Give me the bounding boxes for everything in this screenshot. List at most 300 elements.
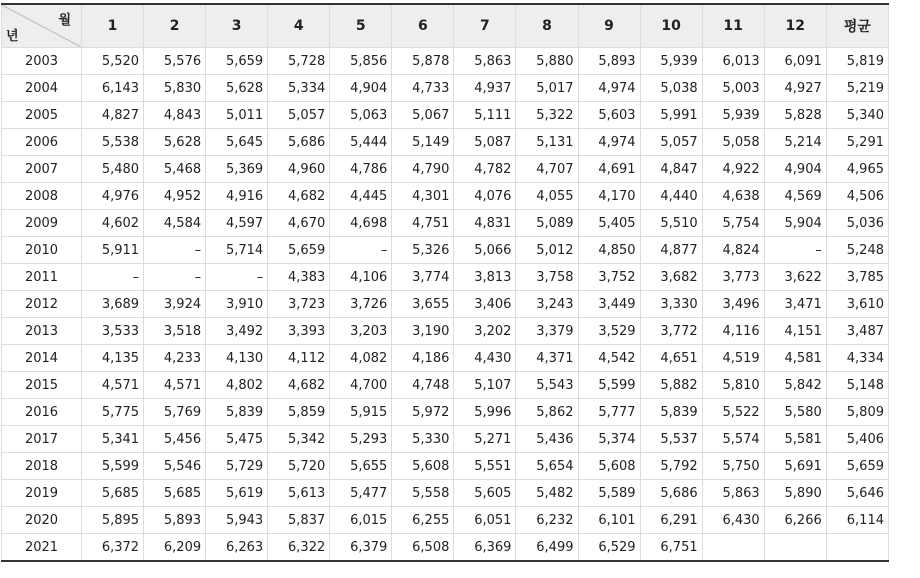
value-cell: 5,038: [640, 75, 702, 102]
year-cell: 2017: [2, 426, 82, 453]
average-cell: 3,487: [826, 318, 888, 345]
value-cell: 5,011: [206, 102, 268, 129]
value-cell: 5,436: [516, 426, 578, 453]
value-cell: 5,608: [392, 453, 454, 480]
value-cell: 3,518: [144, 318, 206, 345]
value-cell: 6,051: [454, 507, 516, 534]
month-header: 4: [268, 4, 330, 48]
header-row: [2, 4, 889, 48]
value-cell: 5,991: [640, 102, 702, 129]
value-cell: 5,728: [268, 48, 330, 75]
year-cell: 2011: [2, 264, 82, 291]
value-cell: 6,013: [702, 48, 764, 75]
value-cell: 4,847: [640, 156, 702, 183]
table-row: [2, 102, 889, 129]
value-cell: 5,729: [206, 453, 268, 480]
value-cell: 3,243: [516, 291, 578, 318]
value-cell: 4,581: [764, 345, 826, 372]
value-cell: 5,890: [764, 480, 826, 507]
average-cell: 3,610: [826, 291, 888, 318]
table-row: [2, 318, 889, 345]
table-row: [2, 210, 889, 237]
table-row: [2, 156, 889, 183]
value-cell: 4,440: [640, 183, 702, 210]
average-cell: 5,219: [826, 75, 888, 102]
value-cell: 4,904: [764, 156, 826, 183]
value-cell: 5,551: [454, 453, 516, 480]
value-cell: 6,266: [764, 507, 826, 534]
value-cell: 4,076: [454, 183, 516, 210]
value-cell: 5,589: [578, 480, 640, 507]
value-cell: 5,468: [144, 156, 206, 183]
value-cell: 5,580: [764, 399, 826, 426]
value-cell: 4,106: [330, 264, 392, 291]
value-cell: 4,569: [764, 183, 826, 210]
value-cell: 5,613: [268, 480, 330, 507]
value-cell: 5,111: [454, 102, 516, 129]
value-cell: 4,691: [578, 156, 640, 183]
value-cell: 5,943: [206, 507, 268, 534]
value-cell: 5,939: [702, 102, 764, 129]
value-cell: 5,537: [640, 426, 702, 453]
value-cell: 6,232: [516, 507, 578, 534]
average-cell: 5,819: [826, 48, 888, 75]
value-cell: 5,628: [144, 129, 206, 156]
value-cell: 5,859: [268, 399, 330, 426]
value-cell: 4,383: [268, 264, 330, 291]
value-cell: 5,012: [516, 237, 578, 264]
value-cell: 4,904: [330, 75, 392, 102]
value-cell: 5,685: [82, 480, 144, 507]
month-header: 8: [516, 4, 578, 48]
value-cell: 4,542: [578, 345, 640, 372]
value-cell: 5,830: [144, 75, 206, 102]
value-cell: 3,406: [454, 291, 516, 318]
value-cell: 5,856: [330, 48, 392, 75]
value-cell: 4,135: [82, 345, 144, 372]
value-cell: 4,112: [268, 345, 330, 372]
value-cell: 3,752: [578, 264, 640, 291]
value-cell: 4,682: [268, 183, 330, 210]
value-cell: 5,750: [702, 453, 764, 480]
month-header: 1: [82, 4, 144, 48]
value-cell: 5,271: [454, 426, 516, 453]
value-cell: 4,960: [268, 156, 330, 183]
value-cell: 4,301: [392, 183, 454, 210]
value-cell: 5,911: [82, 237, 144, 264]
value-cell: 3,772: [640, 318, 702, 345]
value-cell: 4,831: [454, 210, 516, 237]
corner-header: [2, 4, 82, 48]
value-cell: 3,910: [206, 291, 268, 318]
value-cell: 5,334: [268, 75, 330, 102]
value-cell: –: [144, 264, 206, 291]
value-cell: 4,733: [392, 75, 454, 102]
value-cell: 6,372: [82, 534, 144, 562]
value-cell: 5,546: [144, 453, 206, 480]
value-cell: 5,895: [82, 507, 144, 534]
value-cell: 3,529: [578, 318, 640, 345]
value-cell: 5,659: [268, 237, 330, 264]
value-cell: 4,130: [206, 345, 268, 372]
year-cell: 2015: [2, 372, 82, 399]
month-header: 7: [454, 4, 516, 48]
value-cell: 6,143: [82, 75, 144, 102]
year-cell: 2007: [2, 156, 82, 183]
average-cell: 4,965: [826, 156, 888, 183]
data-table-container: [1, 3, 889, 562]
value-cell: 4,151: [764, 318, 826, 345]
value-cell: 5,063: [330, 102, 392, 129]
value-cell: 5,293: [330, 426, 392, 453]
value-cell: 5,444: [330, 129, 392, 156]
value-cell: 5,057: [268, 102, 330, 129]
value-cell: 5,538: [82, 129, 144, 156]
month-header: 3: [206, 4, 268, 48]
value-cell: 5,645: [206, 129, 268, 156]
value-cell: 6,101: [578, 507, 640, 534]
average-cell: 5,646: [826, 480, 888, 507]
value-cell: 3,682: [640, 264, 702, 291]
value-cell: 5,863: [702, 480, 764, 507]
value-cell: 4,597: [206, 210, 268, 237]
average-header: 평균: [826, 4, 888, 48]
value-cell: 4,927: [764, 75, 826, 102]
value-cell: 5,839: [206, 399, 268, 426]
value-cell: 4,186: [392, 345, 454, 372]
value-cell: 5,149: [392, 129, 454, 156]
value-cell: 6,508: [392, 534, 454, 562]
value-cell: 6,091: [764, 48, 826, 75]
value-cell: 4,877: [640, 237, 702, 264]
value-cell: 5,686: [268, 129, 330, 156]
value-cell: 6,322: [268, 534, 330, 562]
value-cell: 5,574: [702, 426, 764, 453]
value-cell: 5,882: [640, 372, 702, 399]
value-cell: 3,655: [392, 291, 454, 318]
value-cell: 4,682: [268, 372, 330, 399]
value-cell: 4,602: [82, 210, 144, 237]
value-cell: [702, 534, 764, 562]
value-cell: 5,543: [516, 372, 578, 399]
month-header: 2: [144, 4, 206, 48]
value-cell: 3,393: [268, 318, 330, 345]
year-cell: 2020: [2, 507, 82, 534]
value-cell: 5,475: [206, 426, 268, 453]
average-cell: 4,506: [826, 183, 888, 210]
value-cell: 5,089: [516, 210, 578, 237]
value-cell: 5,619: [206, 480, 268, 507]
value-cell: 4,430: [454, 345, 516, 372]
year-cell: 2006: [2, 129, 82, 156]
year-cell: 2021: [2, 534, 82, 562]
table-row: [2, 480, 889, 507]
monthly-year-table: [1, 3, 889, 562]
value-cell: 5,904: [764, 210, 826, 237]
year-cell: 2013: [2, 318, 82, 345]
value-cell: 3,492: [206, 318, 268, 345]
value-cell: 3,379: [516, 318, 578, 345]
value-cell: 5,510: [640, 210, 702, 237]
value-cell: 4,670: [268, 210, 330, 237]
value-cell: 5,131: [516, 129, 578, 156]
value-cell: 5,326: [392, 237, 454, 264]
average-cell: 5,036: [826, 210, 888, 237]
value-cell: 5,214: [764, 129, 826, 156]
year-cell: 2010: [2, 237, 82, 264]
value-cell: 4,233: [144, 345, 206, 372]
value-cell: 5,654: [516, 453, 578, 480]
value-cell: 4,519: [702, 345, 764, 372]
year-cell: 2003: [2, 48, 82, 75]
value-cell: [764, 534, 826, 562]
value-cell: 6,379: [330, 534, 392, 562]
table-body: [2, 48, 889, 562]
value-cell: 5,087: [454, 129, 516, 156]
value-cell: 4,748: [392, 372, 454, 399]
value-cell: 4,937: [454, 75, 516, 102]
value-cell: 3,813: [454, 264, 516, 291]
month-axis-label: 월: [58, 13, 71, 28]
year-cell: 2008: [2, 183, 82, 210]
value-cell: 3,190: [392, 318, 454, 345]
value-cell: 3,774: [392, 264, 454, 291]
value-cell: 4,571: [82, 372, 144, 399]
value-cell: 5,996: [454, 399, 516, 426]
value-cell: 5,775: [82, 399, 144, 426]
table-row: [2, 237, 889, 264]
value-cell: 5,330: [392, 426, 454, 453]
value-cell: –: [764, 237, 826, 264]
value-cell: 3,622: [764, 264, 826, 291]
value-cell: 4,843: [144, 102, 206, 129]
month-header: 11: [702, 4, 764, 48]
year-cell: 2005: [2, 102, 82, 129]
value-cell: 5,714: [206, 237, 268, 264]
average-cell: 5,291: [826, 129, 888, 156]
value-cell: 6,529: [578, 534, 640, 562]
value-cell: 4,922: [702, 156, 764, 183]
value-cell: 4,850: [578, 237, 640, 264]
value-cell: 4,974: [578, 129, 640, 156]
value-cell: 3,689: [82, 291, 144, 318]
value-cell: 5,769: [144, 399, 206, 426]
value-cell: 5,456: [144, 426, 206, 453]
value-cell: 5,659: [206, 48, 268, 75]
value-cell: 5,107: [454, 372, 516, 399]
value-cell: –: [206, 264, 268, 291]
value-cell: 5,599: [578, 372, 640, 399]
value-cell: 4,974: [578, 75, 640, 102]
value-cell: 5,939: [640, 48, 702, 75]
table-row: [2, 48, 889, 75]
value-cell: –: [144, 237, 206, 264]
year-cell: 2012: [2, 291, 82, 318]
value-cell: –: [330, 237, 392, 264]
value-cell: 5,810: [702, 372, 764, 399]
value-cell: 6,263: [206, 534, 268, 562]
value-cell: 5,839: [640, 399, 702, 426]
value-cell: 5,880: [516, 48, 578, 75]
year-cell: 2014: [2, 345, 82, 372]
value-cell: 5,522: [702, 399, 764, 426]
month-header: 12: [764, 4, 826, 48]
table-row: [2, 372, 889, 399]
value-cell: 4,371: [516, 345, 578, 372]
value-cell: 5,691: [764, 453, 826, 480]
average-cell: [826, 534, 888, 562]
value-cell: 5,576: [144, 48, 206, 75]
value-cell: 5,003: [702, 75, 764, 102]
value-cell: 5,893: [144, 507, 206, 534]
value-cell: 5,057: [640, 129, 702, 156]
value-cell: 5,655: [330, 453, 392, 480]
value-cell: 3,471: [764, 291, 826, 318]
value-cell: 5,685: [144, 480, 206, 507]
table-row: [2, 399, 889, 426]
value-cell: 4,170: [578, 183, 640, 210]
value-cell: 5,520: [82, 48, 144, 75]
value-cell: 3,496: [702, 291, 764, 318]
average-cell: 5,809: [826, 399, 888, 426]
value-cell: 5,777: [578, 399, 640, 426]
value-cell: 5,322: [516, 102, 578, 129]
year-cell: 2009: [2, 210, 82, 237]
table-row: [2, 291, 889, 318]
value-cell: 4,751: [392, 210, 454, 237]
value-cell: 5,842: [764, 372, 826, 399]
value-cell: 5,058: [702, 129, 764, 156]
average-cell: 5,248: [826, 237, 888, 264]
value-cell: 5,477: [330, 480, 392, 507]
value-cell: 5,374: [578, 426, 640, 453]
value-cell: 5,893: [578, 48, 640, 75]
value-cell: 5,599: [82, 453, 144, 480]
value-cell: 3,203: [330, 318, 392, 345]
value-cell: 4,445: [330, 183, 392, 210]
value-cell: 5,837: [268, 507, 330, 534]
value-cell: 4,782: [454, 156, 516, 183]
value-cell: 6,209: [144, 534, 206, 562]
value-cell: 6,369: [454, 534, 516, 562]
value-cell: 4,707: [516, 156, 578, 183]
value-cell: 5,603: [578, 102, 640, 129]
value-cell: 6,255: [392, 507, 454, 534]
value-cell: 5,720: [268, 453, 330, 480]
month-header: 10: [640, 4, 702, 48]
value-cell: 5,558: [392, 480, 454, 507]
average-cell: 4,334: [826, 345, 888, 372]
value-cell: 4,698: [330, 210, 392, 237]
value-cell: 5,828: [764, 102, 826, 129]
value-cell: 6,430: [702, 507, 764, 534]
value-cell: 4,786: [330, 156, 392, 183]
value-cell: 5,878: [392, 48, 454, 75]
value-cell: 3,533: [82, 318, 144, 345]
table-row: [2, 75, 889, 102]
table-row: [2, 183, 889, 210]
value-cell: 3,202: [454, 318, 516, 345]
value-cell: 3,924: [144, 291, 206, 318]
value-cell: 4,116: [702, 318, 764, 345]
value-cell: 5,480: [82, 156, 144, 183]
value-cell: 4,827: [82, 102, 144, 129]
value-cell: 5,628: [206, 75, 268, 102]
table-row: [2, 345, 889, 372]
value-cell: 3,726: [330, 291, 392, 318]
year-cell: 2018: [2, 453, 82, 480]
value-cell: 6,015: [330, 507, 392, 534]
value-cell: 6,291: [640, 507, 702, 534]
value-cell: 4,651: [640, 345, 702, 372]
value-cell: 5,342: [268, 426, 330, 453]
value-cell: 5,405: [578, 210, 640, 237]
value-cell: 5,341: [82, 426, 144, 453]
month-header: 9: [578, 4, 640, 48]
value-cell: 4,916: [206, 183, 268, 210]
value-cell: 5,369: [206, 156, 268, 183]
value-cell: 6,751: [640, 534, 702, 562]
value-cell: 4,571: [144, 372, 206, 399]
value-cell: 3,723: [268, 291, 330, 318]
average-cell: 5,406: [826, 426, 888, 453]
value-cell: 4,700: [330, 372, 392, 399]
table-row: [2, 426, 889, 453]
value-cell: 4,976: [82, 183, 144, 210]
month-header: 6: [392, 4, 454, 48]
value-cell: 5,482: [516, 480, 578, 507]
value-cell: 3,758: [516, 264, 578, 291]
value-cell: 4,584: [144, 210, 206, 237]
average-cell: 5,340: [826, 102, 888, 129]
average-cell: 6,114: [826, 507, 888, 534]
table-row: [2, 129, 889, 156]
value-cell: 5,017: [516, 75, 578, 102]
value-cell: 4,055: [516, 183, 578, 210]
month-header: 5: [330, 4, 392, 48]
value-cell: 5,862: [516, 399, 578, 426]
table-row: [2, 534, 889, 562]
value-cell: 4,082: [330, 345, 392, 372]
value-cell: 5,608: [578, 453, 640, 480]
value-cell: 3,773: [702, 264, 764, 291]
value-cell: 5,915: [330, 399, 392, 426]
year-cell: 2016: [2, 399, 82, 426]
value-cell: 4,952: [144, 183, 206, 210]
value-cell: 3,330: [640, 291, 702, 318]
value-cell: 5,754: [702, 210, 764, 237]
value-cell: 4,790: [392, 156, 454, 183]
value-cell: 3,449: [578, 291, 640, 318]
value-cell: 5,067: [392, 102, 454, 129]
value-cell: 5,972: [392, 399, 454, 426]
table-row: [2, 264, 889, 291]
value-cell: 5,863: [454, 48, 516, 75]
value-cell: –: [82, 264, 144, 291]
table-row: [2, 507, 889, 534]
year-cell: 2019: [2, 480, 82, 507]
value-cell: 5,686: [640, 480, 702, 507]
value-cell: 5,581: [764, 426, 826, 453]
year-axis-label: 년: [6, 29, 19, 44]
average-cell: 5,148: [826, 372, 888, 399]
year-cell: 2004: [2, 75, 82, 102]
average-cell: 5,659: [826, 453, 888, 480]
value-cell: 4,802: [206, 372, 268, 399]
value-cell: 4,638: [702, 183, 764, 210]
table-row: [2, 453, 889, 480]
value-cell: 4,824: [702, 237, 764, 264]
